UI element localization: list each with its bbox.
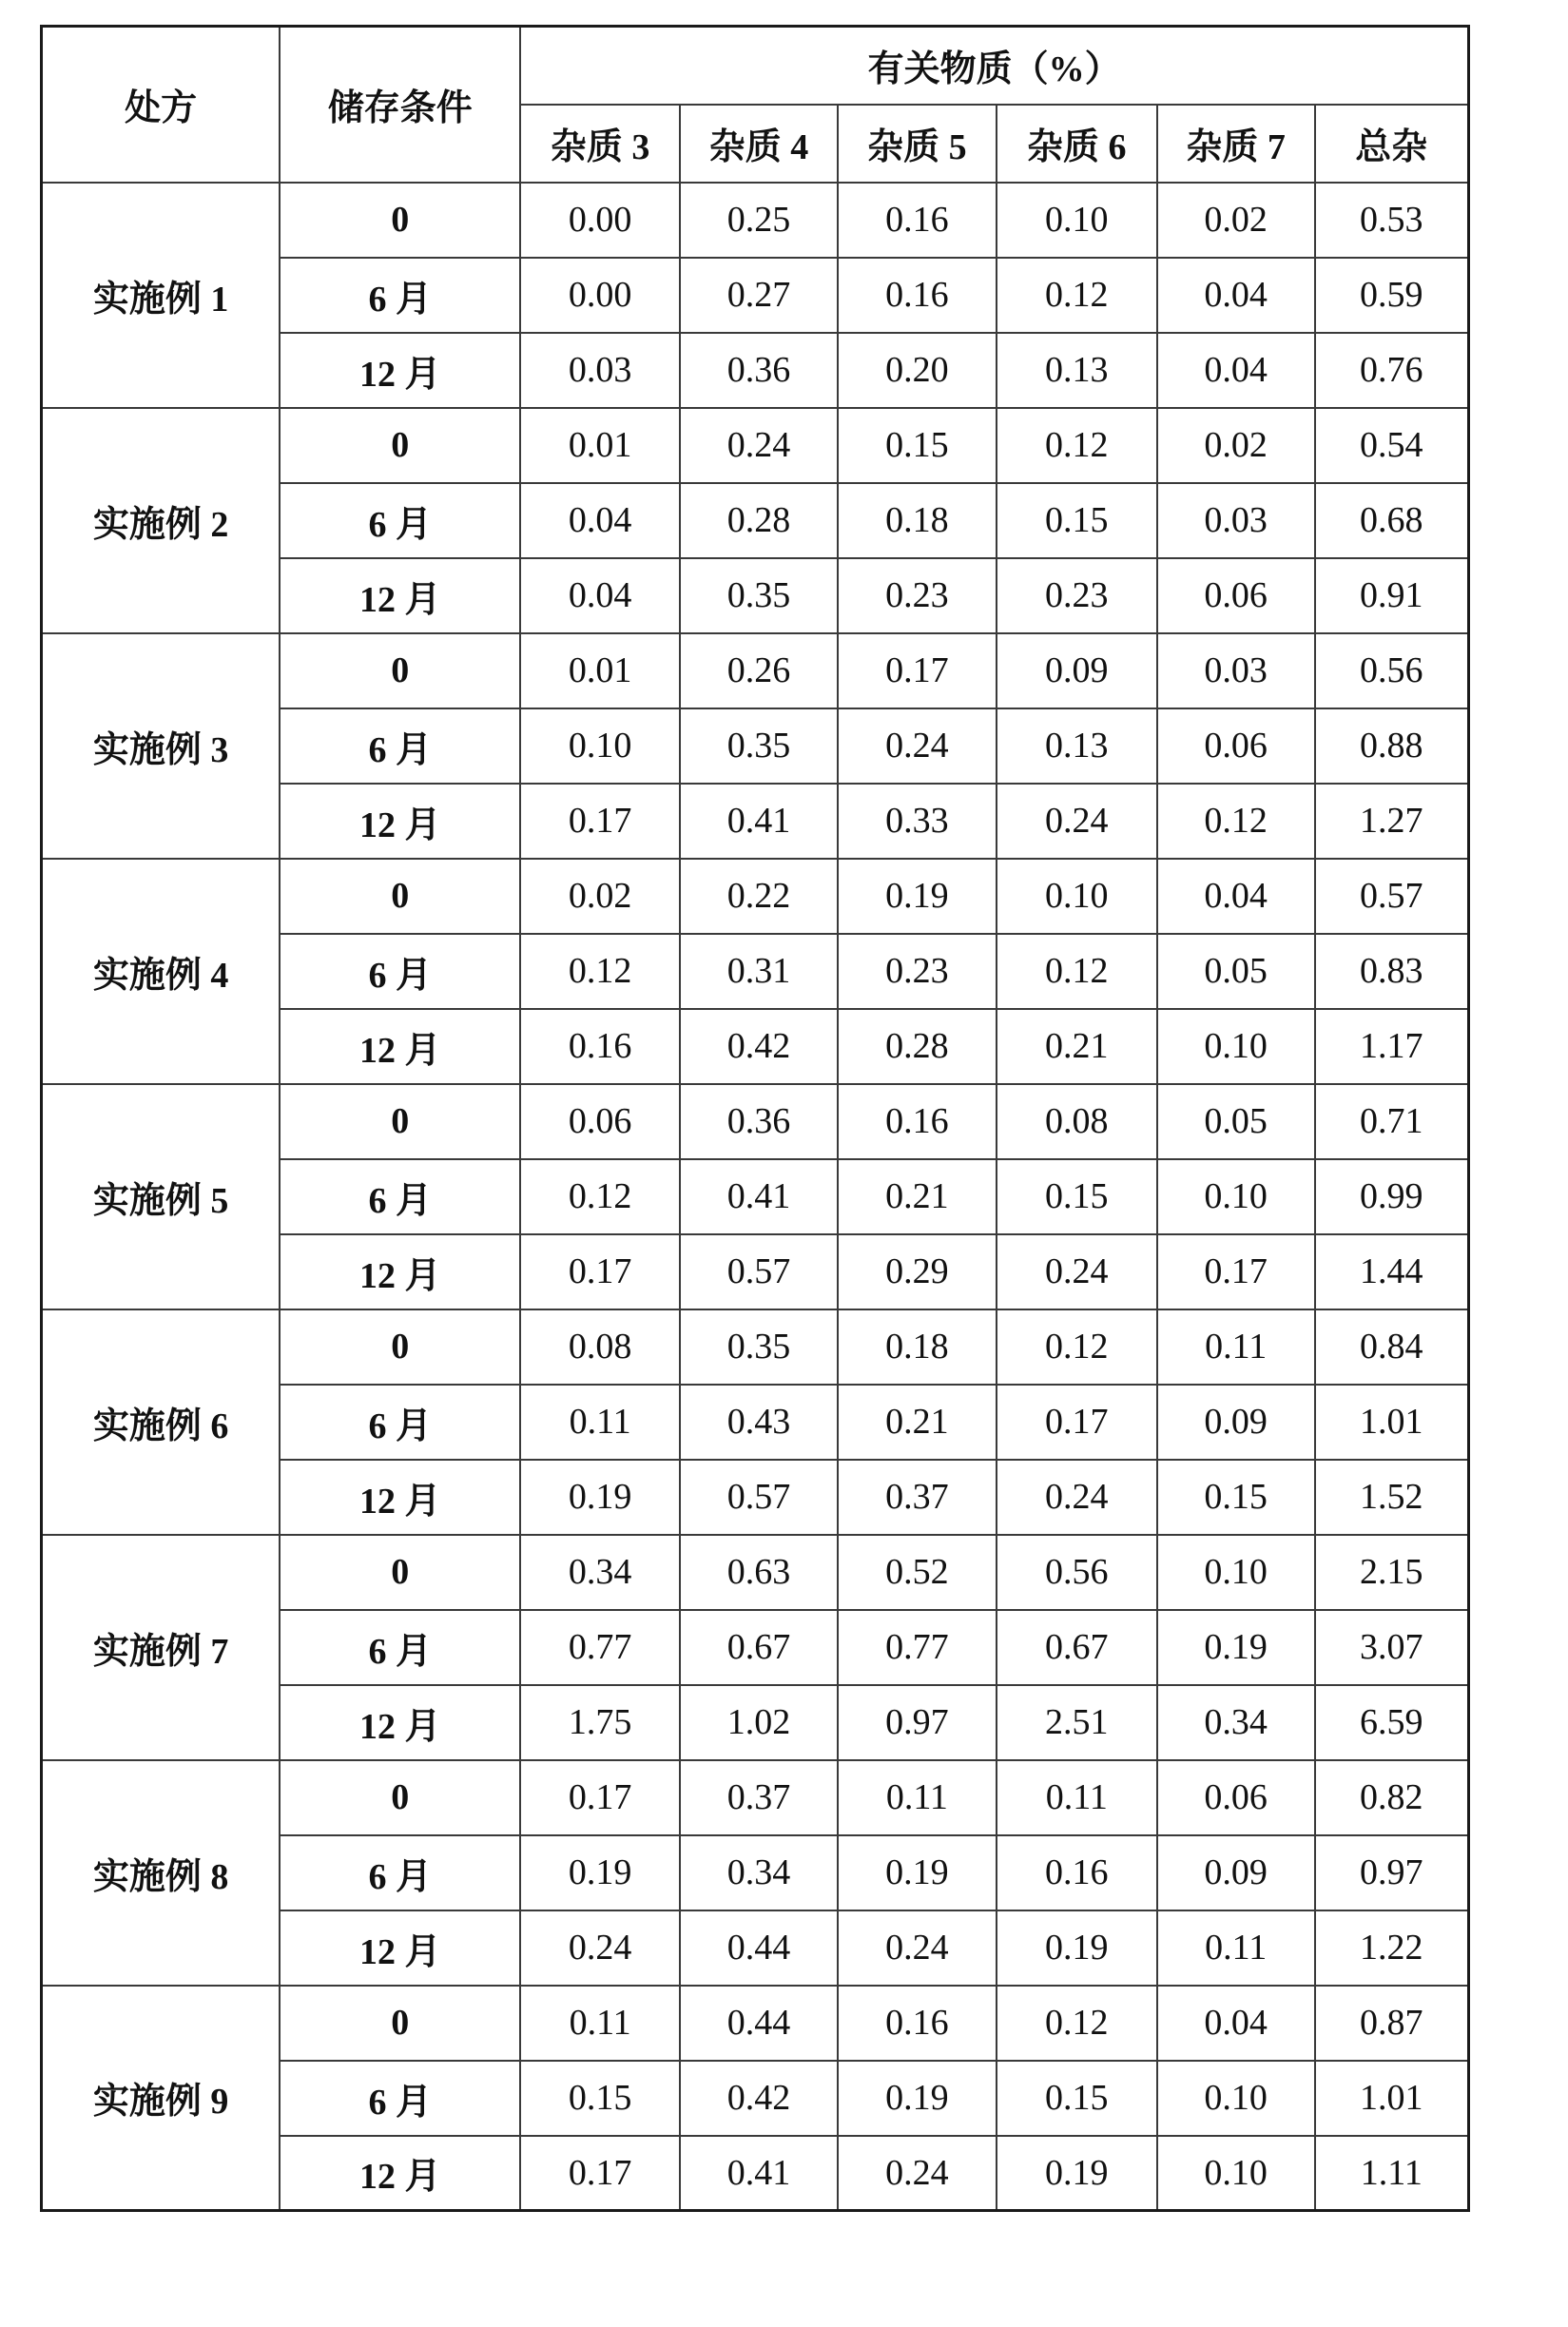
storage-condition-cell: 0 bbox=[280, 183, 520, 258]
value-cell: 0.06 bbox=[1157, 708, 1315, 784]
storage-condition-header: 储存条件 bbox=[280, 27, 520, 183]
table-header bbox=[42, 27, 1469, 183]
storage-condition-cell: 0 bbox=[280, 633, 520, 708]
value-cell: 0.02 bbox=[1157, 408, 1315, 483]
value-cell: 0.11 bbox=[1157, 1309, 1315, 1385]
value-cell: 0.20 bbox=[838, 333, 997, 408]
value-cell: 0.10 bbox=[1157, 1535, 1315, 1610]
value-cell: 0.99 bbox=[1315, 1159, 1469, 1234]
value-cell: 0.24 bbox=[997, 784, 1157, 859]
value-cell: 0.97 bbox=[1315, 1835, 1469, 1910]
value-cell: 2.15 bbox=[1315, 1535, 1469, 1610]
storage-condition-cell: 12 月 bbox=[280, 333, 520, 408]
value-cell: 0.15 bbox=[838, 408, 997, 483]
storage-condition-cell: 6 月 bbox=[280, 483, 520, 558]
value-cell: 0.00 bbox=[520, 183, 680, 258]
storage-condition-cell: 0 bbox=[280, 1535, 520, 1610]
value-cell: 0.25 bbox=[680, 183, 838, 258]
header-row-1 bbox=[42, 27, 1469, 105]
formula-cell: 实施例 5 bbox=[42, 1084, 281, 1309]
value-cell: 0.12 bbox=[520, 1159, 680, 1234]
table-row bbox=[42, 408, 1469, 483]
formula-cell: 实施例 3 bbox=[42, 633, 281, 859]
impurity-7-header: 杂质 7 bbox=[1157, 105, 1315, 183]
value-cell: 0.44 bbox=[680, 1986, 838, 2061]
value-cell: 0.24 bbox=[838, 2136, 997, 2211]
value-cell: 1.01 bbox=[1315, 1385, 1469, 1460]
storage-condition-cell: 6 月 bbox=[280, 1835, 520, 1910]
value-cell: 0.57 bbox=[680, 1234, 838, 1309]
storage-condition-cell: 6 月 bbox=[280, 2061, 520, 2136]
value-cell: 0.12 bbox=[997, 408, 1157, 483]
storage-condition-cell: 0 bbox=[280, 1084, 520, 1159]
value-cell: 0.11 bbox=[997, 1760, 1157, 1835]
value-cell: 0.42 bbox=[680, 1009, 838, 1084]
value-cell: 0.83 bbox=[1315, 934, 1469, 1009]
table-row bbox=[42, 1309, 1469, 1385]
value-cell: 0.09 bbox=[1157, 1835, 1315, 1910]
value-cell: 0.13 bbox=[997, 708, 1157, 784]
value-cell: 0.16 bbox=[838, 1084, 997, 1159]
value-cell: 0.24 bbox=[997, 1460, 1157, 1535]
value-cell: 0.17 bbox=[838, 633, 997, 708]
value-cell: 0.04 bbox=[520, 483, 680, 558]
table-row bbox=[42, 859, 1469, 934]
storage-condition-cell: 6 月 bbox=[280, 1610, 520, 1685]
value-cell: 0.08 bbox=[520, 1309, 680, 1385]
value-cell: 0.23 bbox=[838, 558, 997, 633]
value-cell: 0.04 bbox=[1157, 258, 1315, 333]
value-cell: 0.33 bbox=[838, 784, 997, 859]
value-cell: 0.12 bbox=[997, 934, 1157, 1009]
value-cell: 0.28 bbox=[680, 483, 838, 558]
impurity-5-header: 杂质 5 bbox=[838, 105, 997, 183]
storage-condition-cell: 6 月 bbox=[280, 1385, 520, 1460]
value-cell: 0.16 bbox=[997, 1835, 1157, 1910]
formula-cell: 实施例 4 bbox=[42, 859, 281, 1084]
value-cell: 0.23 bbox=[838, 934, 997, 1009]
value-cell: 0.17 bbox=[1157, 1234, 1315, 1309]
value-cell: 0.16 bbox=[838, 183, 997, 258]
value-cell: 0.36 bbox=[680, 333, 838, 408]
value-cell: 0.15 bbox=[1157, 1460, 1315, 1535]
value-cell: 1.01 bbox=[1315, 2061, 1469, 2136]
value-cell: 0.03 bbox=[1157, 483, 1315, 558]
formula-cell: 实施例 2 bbox=[42, 408, 281, 633]
storage-condition-cell: 12 月 bbox=[280, 1234, 520, 1309]
value-cell: 0.09 bbox=[997, 633, 1157, 708]
value-cell: 0.24 bbox=[680, 408, 838, 483]
value-cell: 0.15 bbox=[997, 1159, 1157, 1234]
value-cell: 0.12 bbox=[997, 1309, 1157, 1385]
value-cell: 0.24 bbox=[520, 1910, 680, 1986]
value-cell: 0.21 bbox=[997, 1009, 1157, 1084]
value-cell: 0.44 bbox=[680, 1910, 838, 1986]
storage-condition-cell: 6 月 bbox=[280, 708, 520, 784]
storage-condition-cell: 6 月 bbox=[280, 1159, 520, 1234]
storage-condition-cell: 0 bbox=[280, 859, 520, 934]
value-cell: 0.18 bbox=[838, 483, 997, 558]
value-cell: 0.28 bbox=[838, 1009, 997, 1084]
value-cell: 0.08 bbox=[997, 1084, 1157, 1159]
value-cell: 0.84 bbox=[1315, 1309, 1469, 1385]
value-cell: 0.02 bbox=[1157, 183, 1315, 258]
table-row bbox=[42, 633, 1469, 708]
total-impurity-header: 总杂 bbox=[1315, 105, 1469, 183]
value-cell: 0.35 bbox=[680, 558, 838, 633]
value-cell: 0.19 bbox=[1157, 1610, 1315, 1685]
value-cell: 0.52 bbox=[838, 1535, 997, 1610]
value-cell: 0.36 bbox=[680, 1084, 838, 1159]
value-cell: 0.21 bbox=[838, 1159, 997, 1234]
value-cell: 0.12 bbox=[997, 258, 1157, 333]
storage-condition-cell: 6 月 bbox=[280, 258, 520, 333]
value-cell: 0.10 bbox=[1157, 1159, 1315, 1234]
value-cell: 0.77 bbox=[520, 1610, 680, 1685]
value-cell: 0.06 bbox=[1157, 558, 1315, 633]
value-cell: 1.11 bbox=[1315, 2136, 1469, 2211]
value-cell: 0.10 bbox=[520, 708, 680, 784]
value-cell: 0.12 bbox=[1157, 784, 1315, 859]
table-body bbox=[42, 183, 1469, 2211]
value-cell: 0.17 bbox=[520, 784, 680, 859]
storage-condition-cell: 12 月 bbox=[280, 558, 520, 633]
value-cell: 0.41 bbox=[680, 2136, 838, 2211]
value-cell: 0.67 bbox=[680, 1610, 838, 1685]
storage-condition-cell: 12 月 bbox=[280, 1460, 520, 1535]
value-cell: 0.10 bbox=[997, 859, 1157, 934]
value-cell: 0.06 bbox=[520, 1084, 680, 1159]
formula-header: 处方 bbox=[42, 27, 281, 183]
value-cell: 0.11 bbox=[520, 1986, 680, 2061]
value-cell: 0.41 bbox=[680, 784, 838, 859]
value-cell: 0.06 bbox=[1157, 1760, 1315, 1835]
value-cell: 0.15 bbox=[997, 2061, 1157, 2136]
impurity-4-header: 杂质 4 bbox=[680, 105, 838, 183]
value-cell: 0.11 bbox=[838, 1760, 997, 1835]
value-cell: 0.15 bbox=[520, 2061, 680, 2136]
value-cell: 0.10 bbox=[1157, 1009, 1315, 1084]
value-cell: 0.12 bbox=[520, 934, 680, 1009]
value-cell: 2.51 bbox=[997, 1685, 1157, 1760]
value-cell: 1.17 bbox=[1315, 1009, 1469, 1084]
value-cell: 0.63 bbox=[680, 1535, 838, 1610]
value-cell: 0.05 bbox=[1157, 1084, 1315, 1159]
table-row bbox=[42, 1760, 1469, 1835]
value-cell: 6.59 bbox=[1315, 1685, 1469, 1760]
formula-cell: 实施例 9 bbox=[42, 1986, 281, 2211]
value-cell: 0.29 bbox=[838, 1234, 997, 1309]
storage-condition-cell: 12 月 bbox=[280, 1910, 520, 1986]
value-cell: 0.01 bbox=[520, 633, 680, 708]
value-cell: 0.26 bbox=[680, 633, 838, 708]
value-cell: 0.76 bbox=[1315, 333, 1469, 408]
table-row bbox=[42, 1535, 1469, 1610]
formula-cell: 实施例 1 bbox=[42, 183, 281, 408]
storage-condition-cell: 0 bbox=[280, 1986, 520, 2061]
value-cell: 0.02 bbox=[520, 859, 680, 934]
table-row bbox=[42, 1986, 1469, 2061]
value-cell: 0.34 bbox=[520, 1535, 680, 1610]
value-cell: 0.17 bbox=[520, 1234, 680, 1309]
value-cell: 0.27 bbox=[680, 258, 838, 333]
value-cell: 0.34 bbox=[680, 1835, 838, 1910]
value-cell: 0.04 bbox=[520, 558, 680, 633]
value-cell: 0.77 bbox=[838, 1610, 997, 1685]
value-cell: 0.19 bbox=[997, 1910, 1157, 1986]
value-cell: 0.82 bbox=[1315, 1760, 1469, 1835]
value-cell: 0.22 bbox=[680, 859, 838, 934]
formula-cell: 实施例 7 bbox=[42, 1535, 281, 1760]
storage-condition-cell: 0 bbox=[280, 1760, 520, 1835]
value-cell: 0.91 bbox=[1315, 558, 1469, 633]
value-cell: 0.10 bbox=[1157, 2061, 1315, 2136]
value-cell: 0.11 bbox=[1157, 1910, 1315, 1986]
value-cell: 0.04 bbox=[1157, 859, 1315, 934]
value-cell: 0.31 bbox=[680, 934, 838, 1009]
value-cell: 0.03 bbox=[1157, 633, 1315, 708]
storage-condition-cell: 12 月 bbox=[280, 2136, 520, 2211]
impurity-6-header: 杂质 6 bbox=[997, 105, 1157, 183]
value-cell: 0.67 bbox=[997, 1610, 1157, 1685]
value-cell: 0.88 bbox=[1315, 708, 1469, 784]
value-cell: 0.17 bbox=[520, 2136, 680, 2211]
storage-condition-cell: 6 月 bbox=[280, 934, 520, 1009]
value-cell: 0.16 bbox=[520, 1009, 680, 1084]
value-cell: 0.42 bbox=[680, 2061, 838, 2136]
value-cell: 0.23 bbox=[997, 558, 1157, 633]
value-cell: 0.13 bbox=[997, 333, 1157, 408]
value-cell: 0.57 bbox=[1315, 859, 1469, 934]
value-cell: 1.75 bbox=[520, 1685, 680, 1760]
value-cell: 0.09 bbox=[1157, 1385, 1315, 1460]
value-cell: 1.52 bbox=[1315, 1460, 1469, 1535]
value-cell: 0.41 bbox=[680, 1159, 838, 1234]
formula-cell: 实施例 6 bbox=[42, 1309, 281, 1535]
value-cell: 0.16 bbox=[838, 258, 997, 333]
value-cell: 0.16 bbox=[838, 1986, 997, 2061]
value-cell: 0.19 bbox=[997, 2136, 1157, 2211]
value-cell: 0.56 bbox=[997, 1535, 1157, 1610]
storage-condition-cell: 12 月 bbox=[280, 1009, 520, 1084]
value-cell: 0.54 bbox=[1315, 408, 1469, 483]
formula-cell: 实施例 8 bbox=[42, 1760, 281, 1986]
table-row bbox=[42, 1084, 1469, 1159]
value-cell: 0.35 bbox=[680, 708, 838, 784]
value-cell: 0.43 bbox=[680, 1385, 838, 1460]
value-cell: 0.11 bbox=[520, 1385, 680, 1460]
value-cell: 3.07 bbox=[1315, 1610, 1469, 1685]
value-cell: 0.21 bbox=[838, 1385, 997, 1460]
value-cell: 0.97 bbox=[838, 1685, 997, 1760]
storage-condition-cell: 0 bbox=[280, 408, 520, 483]
value-cell: 0.00 bbox=[520, 258, 680, 333]
value-cell: 0.34 bbox=[1157, 1685, 1315, 1760]
value-cell: 0.56 bbox=[1315, 633, 1469, 708]
value-cell: 0.37 bbox=[838, 1460, 997, 1535]
value-cell: 0.19 bbox=[838, 859, 997, 934]
value-cell: 1.02 bbox=[680, 1685, 838, 1760]
value-cell: 0.17 bbox=[997, 1385, 1157, 1460]
table-row bbox=[42, 183, 1469, 258]
value-cell: 0.19 bbox=[838, 2061, 997, 2136]
value-cell: 0.18 bbox=[838, 1309, 997, 1385]
value-cell: 0.24 bbox=[838, 708, 997, 784]
value-cell: 0.37 bbox=[680, 1760, 838, 1835]
value-cell: 0.05 bbox=[1157, 934, 1315, 1009]
value-cell: 0.10 bbox=[1157, 2136, 1315, 2211]
value-cell: 0.12 bbox=[997, 1986, 1157, 2061]
value-cell: 0.17 bbox=[520, 1760, 680, 1835]
value-cell: 1.27 bbox=[1315, 784, 1469, 859]
storage-condition-cell: 12 月 bbox=[280, 784, 520, 859]
value-cell: 0.68 bbox=[1315, 483, 1469, 558]
related-substances-header: 有关物质（%） bbox=[520, 27, 1468, 105]
impurity-3-header: 杂质 3 bbox=[520, 105, 680, 183]
value-cell: 0.71 bbox=[1315, 1084, 1469, 1159]
value-cell: 0.24 bbox=[838, 1910, 997, 1986]
value-cell: 0.01 bbox=[520, 408, 680, 483]
storage-condition-cell: 0 bbox=[280, 1309, 520, 1385]
value-cell: 0.03 bbox=[520, 333, 680, 408]
value-cell: 0.19 bbox=[838, 1835, 997, 1910]
value-cell: 0.87 bbox=[1315, 1986, 1469, 2061]
value-cell: 0.04 bbox=[1157, 333, 1315, 408]
value-cell: 0.24 bbox=[997, 1234, 1157, 1309]
value-cell: 0.15 bbox=[997, 483, 1157, 558]
value-cell: 1.44 bbox=[1315, 1234, 1469, 1309]
value-cell: 0.19 bbox=[520, 1835, 680, 1910]
related-substances-table bbox=[40, 25, 1470, 2212]
storage-condition-cell: 12 月 bbox=[280, 1685, 520, 1760]
value-cell: 0.57 bbox=[680, 1460, 838, 1535]
value-cell: 0.04 bbox=[1157, 1986, 1315, 2061]
value-cell: 0.35 bbox=[680, 1309, 838, 1385]
value-cell: 1.22 bbox=[1315, 1910, 1469, 1986]
value-cell: 0.53 bbox=[1315, 183, 1469, 258]
value-cell: 0.19 bbox=[520, 1460, 680, 1535]
value-cell: 0.10 bbox=[997, 183, 1157, 258]
value-cell: 0.59 bbox=[1315, 258, 1469, 333]
